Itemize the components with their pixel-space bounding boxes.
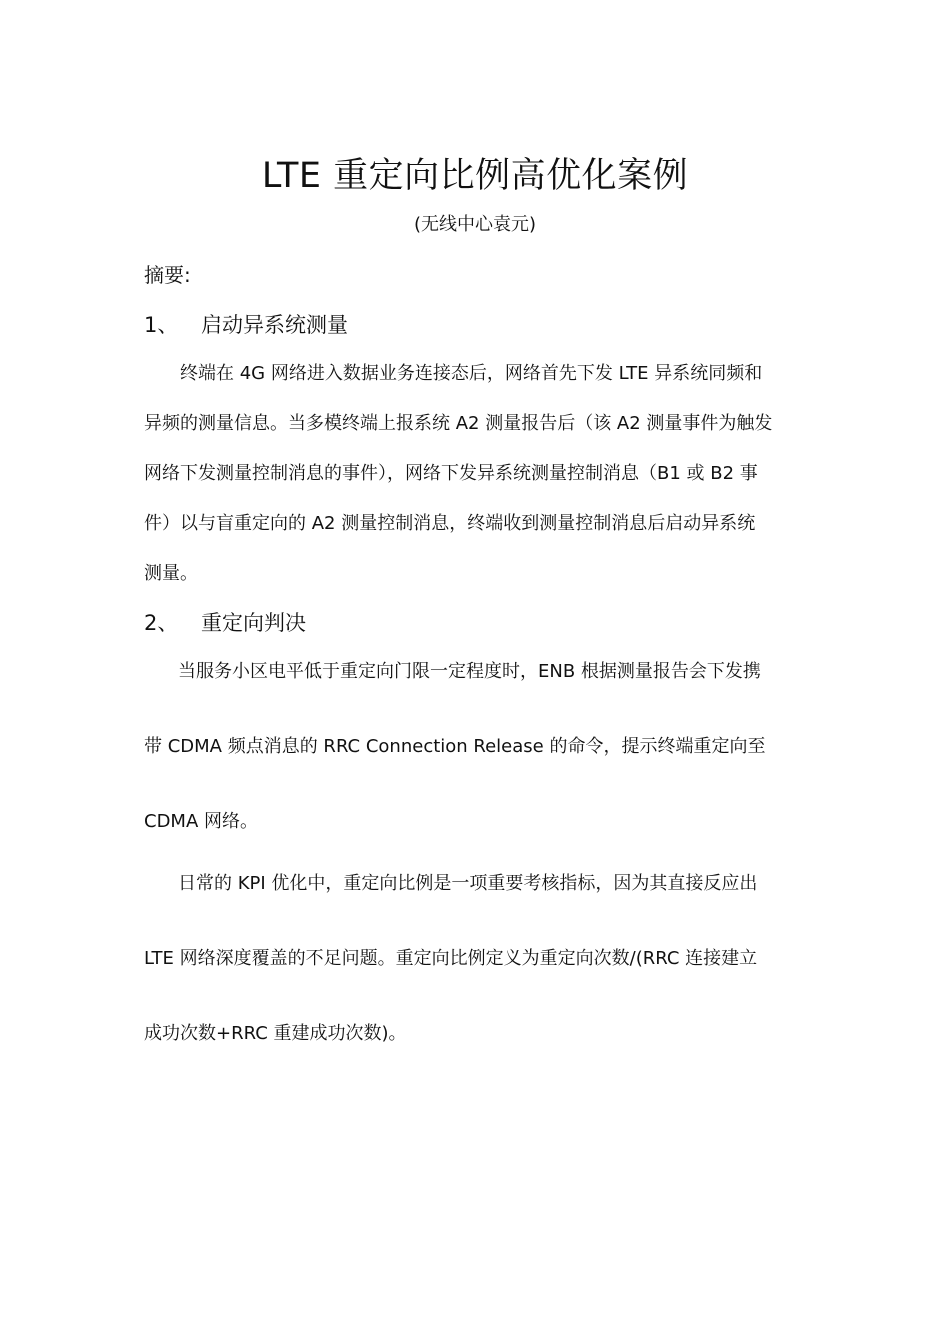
- paragraph-line: 日常的 KPI 优化中，重定向比例是一项重要考核指标，因为其直接反应出: [178, 873, 758, 894]
- section-heading-text: 重定向判决: [201, 611, 306, 635]
- document-title: LTE 重定向比例高优化案例: [261, 156, 689, 196]
- paragraph-line: 带 CDMA 频点消息的 RRC Connection Release 的命令，提示终端重定向至: [144, 736, 766, 757]
- document-author: (无线中心袁元): [413, 214, 537, 235]
- paragraph-line: 异频的测量信息。当多模终端上报系统 A2 测量报告后（该 A2 测量事件为触发: [144, 413, 773, 434]
- paragraph-line: LTE 网络深度覆盖的不足问题。重定向比例定义为重定向次数/(RRC 连接建立: [144, 948, 758, 969]
- paragraph-line: 当服务小区电平低于重定向门限一定程度时，ENB 根据测量报告会下发携: [178, 661, 761, 682]
- abstract-label: 摘要:: [144, 263, 191, 287]
- paragraph-line: 网络下发测量控制消息的事件），网络下发异系统测量控制消息（B1 或 B2 事: [144, 463, 758, 484]
- section-heading-text: 启动异系统测量: [201, 313, 348, 337]
- paragraph-line: 测量。: [144, 563, 198, 584]
- paragraph-line: 成功次数+RRC 重建成功次数)。: [144, 1023, 407, 1044]
- paragraph-line: 件）以与盲重定向的 A2 测量控制消息，终端收到测量控制消息后启动异系统: [144, 513, 756, 534]
- paragraph-line: 终端在 4G 网络进入数据业务连接态后，网络首先下发 LTE 异系统同频和: [180, 363, 763, 384]
- section-number: 2、: [144, 611, 179, 635]
- section-number: 1、: [144, 313, 179, 337]
- paragraph-line: CDMA 网络。: [144, 811, 258, 832]
